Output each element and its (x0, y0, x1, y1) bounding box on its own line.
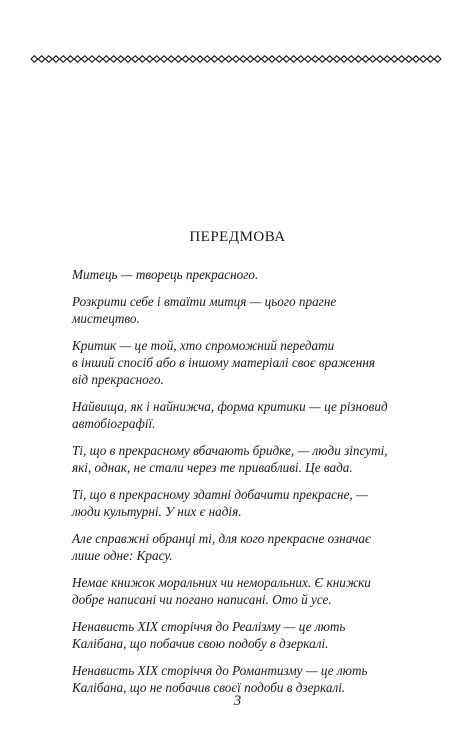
ornament-diamond (290, 56, 297, 62)
ornament-diamond (261, 56, 268, 62)
ornament-diamond (355, 56, 362, 62)
ornament-diamond (161, 56, 168, 62)
ornament-diamond (413, 56, 420, 62)
aphorism-list (72, 266, 407, 706)
aphorism-paragraph: Митець — творець прекрасного. (72, 267, 259, 282)
ornament-diamond (427, 56, 434, 62)
ornament-diamond (146, 56, 153, 62)
ornament-diamond (168, 56, 175, 62)
ornament-diamond (420, 56, 427, 62)
ornament-diamond (348, 56, 355, 62)
ornament-diamond (31, 56, 38, 62)
ornament-diamond (96, 56, 103, 62)
section-heading: ПЕРЕДМОВА (189, 229, 286, 245)
ornament-diamond (125, 56, 132, 62)
ornament-diamond (398, 56, 405, 62)
ornament-diamond (384, 56, 391, 62)
ornament-diamond (117, 56, 124, 62)
ornament-diamond (211, 56, 218, 62)
ornament-diamond (197, 56, 204, 62)
aphorism-paragraph: Немає книжок моральних чи неморальних. Є книжки добре написані чи погано написані. Ото й усе. (72, 575, 371, 607)
ornament-diamond (341, 56, 348, 62)
ornament-diamond (189, 56, 196, 62)
ornament-diamond (110, 56, 117, 62)
ornament-diamond (247, 56, 254, 62)
ornament-diamond (283, 56, 290, 62)
ornament-diamond (225, 56, 232, 62)
ornament-diamond (67, 56, 74, 62)
aphorism-paragraph: Ненависть XIX сторіччя до Реалізму — це лють Калібана, що побачив свою подобу в дзеркалі. (72, 619, 346, 651)
ornament-diamond (276, 56, 283, 62)
ornament-diamond (240, 56, 247, 62)
ornament-diamond (369, 56, 376, 62)
ornament-diamond (218, 56, 225, 62)
aphorism-paragraph: Ті, що в прекрасному здатні добачити прекрасне, — люди культурні. У них є надія. (72, 487, 368, 519)
ornament-diamond (60, 56, 67, 62)
ornament-diamond (233, 56, 240, 62)
ornament-diamond (132, 56, 139, 62)
aphorism-paragraph: Розкрити себе і втаїти митця — цього прагне мистецтво. (72, 294, 337, 326)
ornament-diamond (38, 56, 45, 62)
ornament-diamond (45, 56, 52, 62)
ornament-diamond (153, 56, 160, 62)
ornament-diamond (139, 56, 146, 62)
ornament-diamond (405, 56, 412, 62)
aphorism-paragraph: Критик — це той, хто спроможний передати в інший спосіб або в іншому матеріалі своє враження від прекрасного. (72, 338, 376, 387)
ornament-diamond (53, 56, 60, 62)
ornament-diamond (269, 56, 276, 62)
ornament-diamond (362, 56, 369, 62)
ornament-diamond (319, 56, 326, 62)
ornament-diamond (305, 56, 312, 62)
ornament-diamond (81, 56, 88, 62)
ornament-diamond (333, 56, 340, 62)
ornament-diamond (391, 56, 398, 62)
decorative-ornament-border (30, 53, 445, 65)
ornament-diamond (175, 56, 182, 62)
ornament-diamond (434, 56, 441, 62)
ornament-diamond (297, 56, 304, 62)
ornament-diamond (312, 56, 319, 62)
ornament-diamond (89, 56, 96, 62)
ornament-diamond (74, 56, 81, 62)
aphorism-paragraph: Ті, що в прекрасному вбачають бридке, — люди зіпсуті, які, однак, не стали через те привабливі. Це вада. (72, 443, 388, 475)
aphorism-paragraph: Але справжні обранці ті, для кого прекрасне означає лише одне: Красу. (72, 531, 371, 563)
ornament-diamond (254, 56, 261, 62)
ornament-diamond (103, 56, 110, 62)
ornament-diamond (182, 56, 189, 62)
diamond-chain-icon (30, 53, 445, 65)
aphorism-paragraph: Ненависть XIX сторіччя до Романтизму — це лють Калібана, що не побачив своєї подоби в дзеркалі. (72, 663, 368, 695)
ornament-diamond (326, 56, 333, 62)
ornament-diamond (204, 56, 211, 62)
aphorism-paragraph: Найвища, як і найнижча, форма критики — це різновид автобіографії. (72, 399, 388, 431)
page-number: 3 (233, 693, 242, 709)
ornament-diamond (377, 56, 384, 62)
